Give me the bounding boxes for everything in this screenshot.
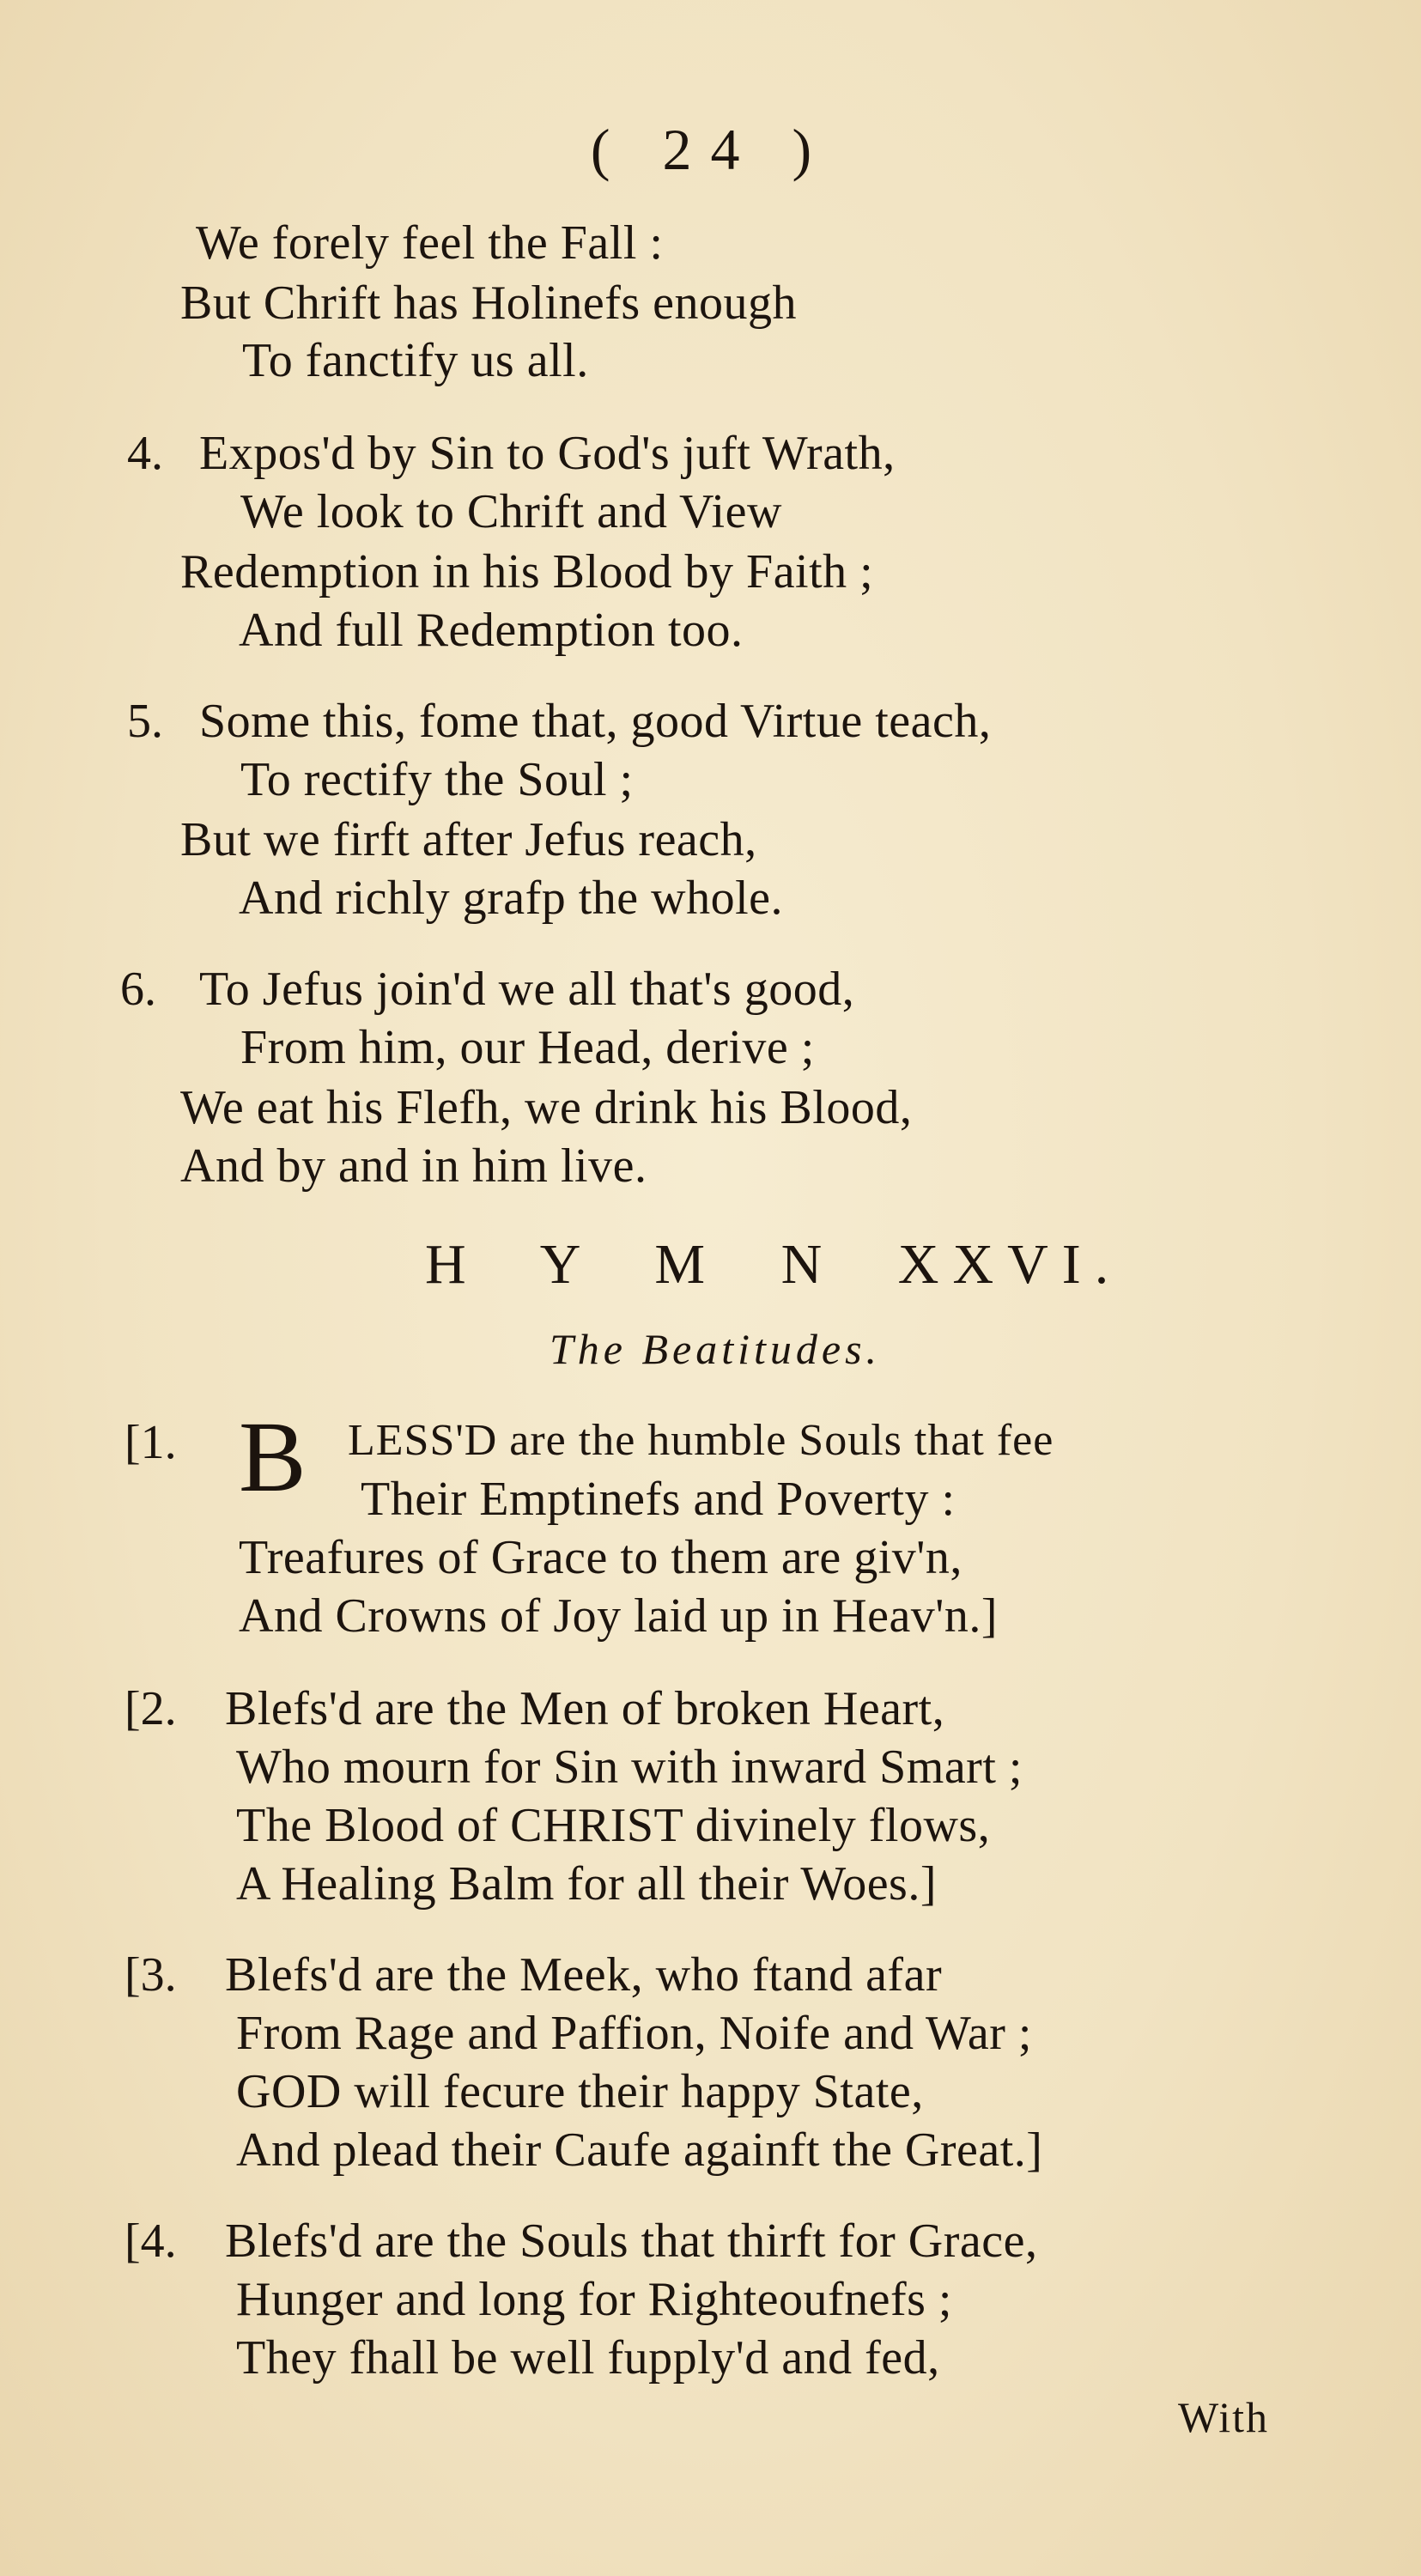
verse-line: And richly grafp the whole. bbox=[239, 872, 783, 925]
catchword: With bbox=[1178, 2393, 1269, 2441]
verse-number: [2. bbox=[124, 1682, 177, 1735]
verse-line: Blefs'd are the Meek, who ftand afar bbox=[225, 1948, 943, 2002]
verse-line: Their Emptinefs and Poverty : bbox=[361, 1473, 956, 1526]
verse-line: We forely feel the Fall : bbox=[196, 216, 664, 270]
verse-line: Blefs'd are the Souls that thirft for Grace, bbox=[225, 2215, 1038, 2268]
drop-cap: B bbox=[239, 1400, 307, 1513]
verse-line: Who mourn for Sin with inward Smart ; bbox=[236, 1741, 1023, 1794]
verse-line: Some this, fome that, good Virtue teach, bbox=[199, 695, 992, 748]
verse-line: And full Redemption too. bbox=[239, 604, 744, 657]
verse-line: From him, our Head, derive ; bbox=[240, 1021, 815, 1074]
verse-line: And plead their Caufe againft the Great.] bbox=[236, 2123, 1043, 2177]
verse-line: We eat his Flefh, we drink his Blood, bbox=[180, 1081, 913, 1134]
hymn-subtitle: The Beatitudes. bbox=[550, 1325, 882, 1373]
verse-line: Hunger and long for Righteoufnefs ; bbox=[236, 2273, 952, 2326]
verse-line: Treafures of Grace to them are giv'n, bbox=[239, 1531, 963, 1584]
hymn-title: H Y M N XXVI. bbox=[425, 1233, 1123, 1296]
verse-line: To fanctify us all. bbox=[242, 334, 589, 387]
verse-line: And by and in him live. bbox=[180, 1139, 647, 1193]
verse-line: To Jefus join'd we all that's good, bbox=[199, 963, 855, 1016]
verse-line: The Blood of CHRIST divinely flows, bbox=[236, 1799, 991, 1852]
verse-line: They fhall be well fupply'd and fed, bbox=[236, 2331, 940, 2385]
verse-line: But Chrift has Holinefs enough bbox=[180, 276, 798, 330]
verse-line: From Rage and Paffion, Noife and War ; bbox=[236, 2007, 1032, 2060]
verse-number: 6. bbox=[120, 963, 156, 1016]
page-number: ( 24 ) bbox=[590, 117, 831, 182]
verse-line: Blefs'd are the Men of broken Heart, bbox=[225, 1682, 945, 1735]
verse-line: We look to Chrift and View bbox=[240, 485, 782, 538]
verse-line: GOD will fecure their happy State, bbox=[236, 2065, 924, 2118]
verse-line: But we firft after Jefus reach, bbox=[180, 813, 757, 866]
verse-line: Expos'd by Sin to God's juft Wrath, bbox=[199, 427, 896, 480]
verse-line: LESS'D are the humble Souls that fee bbox=[348, 1416, 1054, 1465]
verse-line: To rectify the Soul ; bbox=[240, 753, 634, 806]
verse-number: 4. bbox=[127, 427, 163, 480]
verse-line: A Healing Balm for all their Woes.] bbox=[236, 1857, 937, 1911]
verse-number: [3. bbox=[124, 1948, 177, 2002]
verse-number: [4. bbox=[124, 2215, 177, 2268]
verse-line: And Crowns of Joy laid up in Heav'n.] bbox=[239, 1589, 999, 1643]
verse-number: [1. bbox=[124, 1416, 177, 1469]
verse-number: 5. bbox=[127, 695, 163, 748]
verse-line: Redemption in his Blood by Faith ; bbox=[180, 545, 874, 598]
